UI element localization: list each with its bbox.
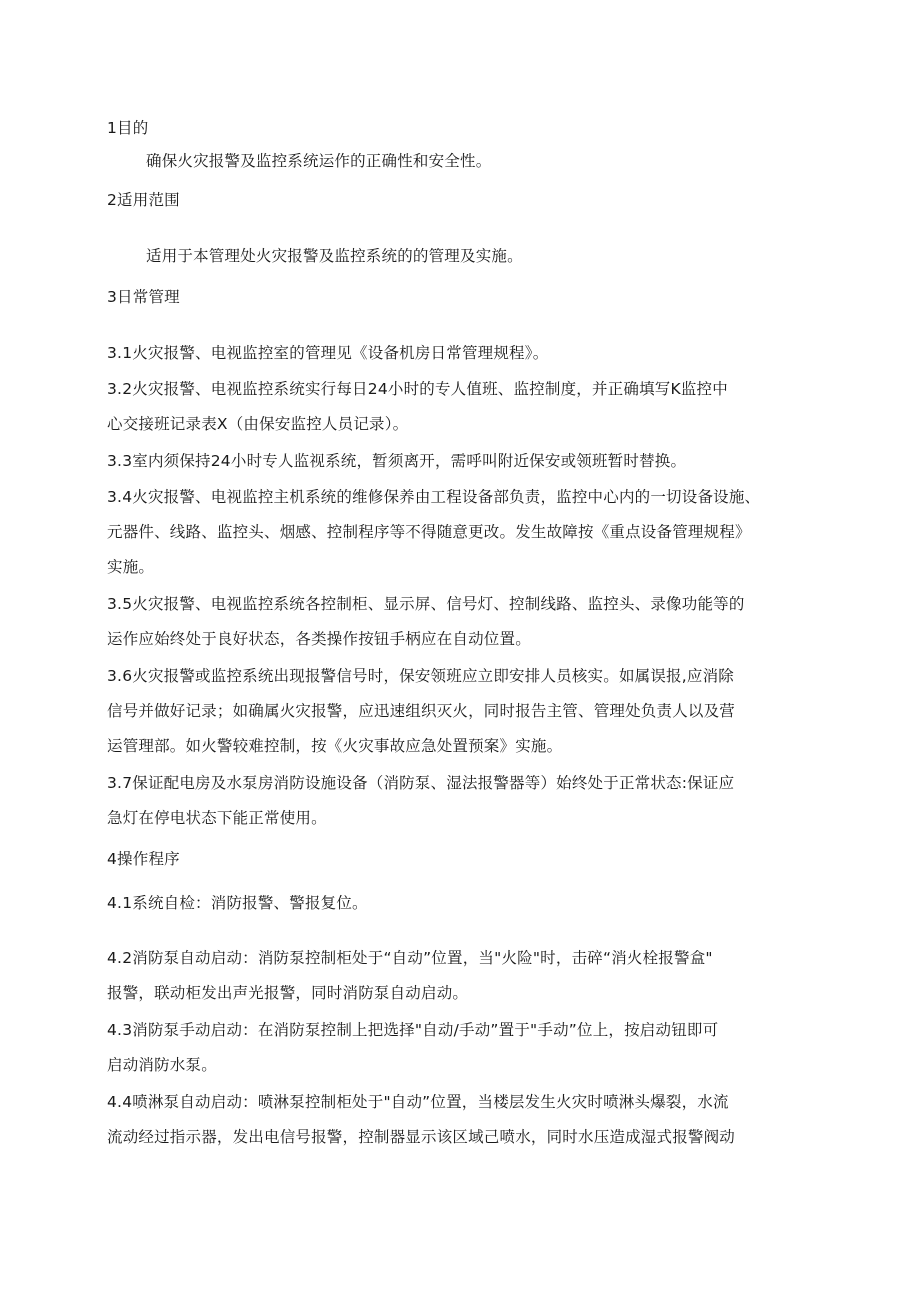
paragraph-3-6-line-1: 3.6火灾报警或监控系统出现报警信号时，保安领班应立即安排人员核实。如属误报,应消除 [107, 667, 734, 685]
paragraph-4-3-line-1: 4.3消防泵手动启动：在消防泵控制上把选择"自动/手动”置于"手动”位上，按启动钮即可 [107, 1021, 719, 1039]
section-2-body: 适用于本管理处火灾报警及监控系统的的管理及实施。 [146, 247, 523, 265]
section-1-heading: 1目的 [107, 119, 149, 137]
paragraph-3-5-line-1: 3.5火灾报警、电视监控系统各控制柜、显示屏、信号灯、控制线路、监控头、录像功能等的 [107, 595, 745, 613]
paragraph-3-1: 3.1火灾报警、电视监控室的管理见《设备机房日常管理规程》。 [107, 344, 549, 362]
paragraph-3-4-line-3: 实施。 [107, 558, 155, 576]
paragraph-4-2-line-1: 4.2消防泵自动启动：消防泵控制柜处于“自动”位置，当"火险"时，击碎“消火栓报警盒" [107, 949, 713, 967]
paragraph-3-6-line-2: 信号并做好记录；如确属火灾报警，应迅速组织灭火，同时报告主管、管理处负责人以及营 [107, 702, 736, 720]
paragraph-3-2-line-1: 3.2火灾报警、电视监控系统实行每日24小时的专人值班、监控制度，并正确填写K监控中 [107, 380, 728, 398]
paragraph-4-3-line-2: 启动消防水泵。 [107, 1056, 217, 1074]
paragraph-3-5-line-2: 运作应始终处于良好状态，各类操作按钮手柄应在自动位置。 [107, 630, 531, 648]
paragraph-3-6-line-3: 运管理部。如火警较难控制，按《火灾事故应急处置预案》实施。 [107, 737, 563, 755]
section-2-heading: 2适用范围 [107, 191, 180, 209]
paragraph-3-4-line-2: 元器件、线路、监控头、烟感、控制程序等不得随意更改。发生故障按《重点设备管理规程》 [107, 523, 751, 541]
paragraph-4-4-line-1: 4.4喷淋泵自动启动：喷淋泵控制柜处于"自动”位置，当楼层发生火灾时喷淋头爆裂，水流 [107, 1093, 729, 1111]
paragraph-4-1: 4.1系统自检：消防报警、警报复位。 [107, 894, 368, 912]
paragraph-3-2-line-2: 心交接班记录表X（由保安监控人员记录）。 [107, 415, 409, 433]
section-3-heading: 3日常管理 [107, 288, 180, 306]
section-1-body: 确保火灾报警及监控系统运作的正确性和安全性。 [146, 152, 492, 170]
paragraph-4-4-line-2: 流动经过指示器，发出电信号报警，控制器显示该区域己喷水，同时水压造成湿式报警阀动 [107, 1128, 736, 1146]
section-4-heading: 4操作程序 [107, 850, 180, 868]
paragraph-3-3: 3.3室内须保持24小时专人监视系统，暂须离开，需呼叫附近保安或领班暂时替换。 [107, 452, 687, 470]
paragraph-4-2-line-2: 报警，联动柜发出声光报警，同时消防泵自动启动。 [107, 984, 469, 1002]
paragraph-3-7-line-2: 急灯在停电状态下能正常使用。 [107, 809, 327, 827]
paragraph-3-4-line-1: 3.4火灾报警、电视监控主机系统的维修保养由工程设备部负责，监控中心内的一切设备设施、 [107, 488, 761, 506]
paragraph-3-7-line-1: 3.7保证配电房及水泵房消防设施设备（消防泵、湿法报警器等）始终处于正常状态:保证应 [107, 774, 735, 792]
